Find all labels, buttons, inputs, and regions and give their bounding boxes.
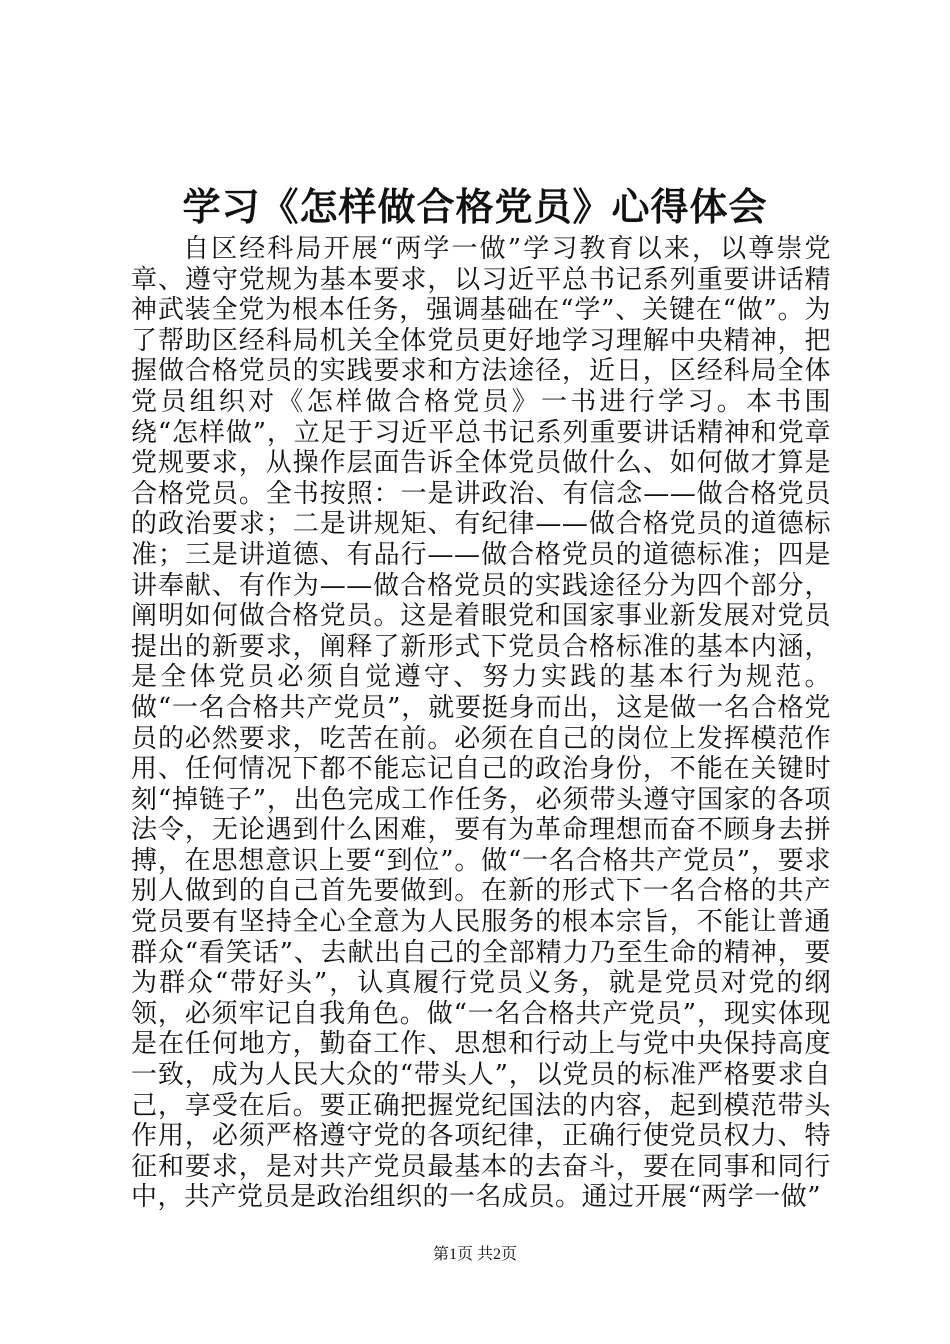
document-title: 学习《怎样做合格党员》心得体会 (182, 184, 768, 229)
page-number-footer: 第1页 共2页 (432, 1246, 517, 1263)
body-paragraph: 自区经科局开展“两学一做”学习教育以来，以尊崇党章、遵守党规为基本要求，以习近平总书记系列重要讲话精神武装全党为根本任务，强调基础在“学”、关键在“做”。为了帮助区经科局机关全体党员更好地学习理解中央精神，把握做合格党员的实践要求和方法途径，近日，区经科局全体党员组织对《怎样做合格党员》一书进行学习。本书围绕“怎样做”，立足于习近平总书记系列重要讲话精神和党章党规要求，从操作层面告诉全体党员做什么、如何做才算是合格党员。全书按照：一是讲政治、有信念——做合格党员的政治要求；二是讲规矩、有纪律——做合格党员的道德标准；三是讲道德、有品行——做合格党员的道德标准；四是讲奉献、有作为——做合格党员的实践途径分为四个部分，阐明如何做合格党员。这是着眼党和国家事业新发展对党员提出的新要求，阐释了新形式下党员合格标准的基本内涵，是全体党员必须自觉遵守、努力实践的基本行为规范。做“一名合格共产党员”，就要挺身而出，这是做一名合格党员的必然要求，吃苦在前。必须在自己的岗位上发挥模范作用、任何情况下都不能忘记自己的政治身份，不能在关键时刻“掉链子”，出色完成工作任务，必须带头遵守国家的各项法令，无论遇到什么困难，要有为革命理想而奋不顾身去拼搏，在思想意识上要“到位”。做“一名合格共产党员”，要求别人做到的自己首先要做到。在新的形式下一名合格的共产党员要有坚持全心全意为人民服务的根本宗旨，不能让普通群众“看笑话”、去献出自己的全部精力乃至生命的精神，要为群众“带好头”，认真履行党员义务，就是党员对党的纲领，必须牢记自我角色。做“一名合格共产党员”，现实体现是在任何地方，勤奋工作、思想和行动上与党中央保持高度一致，成为人民大众的“带头人”，以党员的标准严格要求自己，享受在后。要正确把握党纪国法的内容，起到模范带头作用，必须严格遵守党的各项纪律，正确行使党员权力、特征和要求，是对共产党员最基本的去奋斗，要在同事和同行中，共产党员是政治组织的一名成员。通过开展“两学一做” (131, 234, 831, 1213)
